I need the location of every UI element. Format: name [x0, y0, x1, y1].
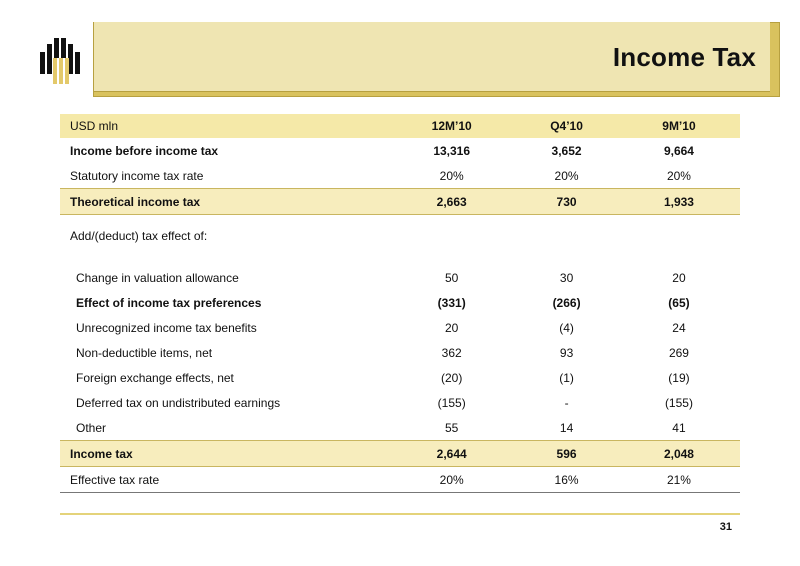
- cell-value: 2,644: [388, 441, 515, 467]
- cell-value: 20%: [388, 467, 515, 493]
- logo-box: [28, 22, 94, 97]
- row-label: Change in valuation allowance: [76, 270, 239, 285]
- table-row: [60, 340, 740, 365]
- cell-value: 269: [668, 345, 689, 360]
- cell-value: 1,933: [618, 189, 740, 215]
- cell-value: (20): [441, 370, 463, 385]
- title-panel: [94, 22, 770, 92]
- cell-value: 24: [672, 320, 686, 335]
- cell-value: 2,663: [388, 189, 515, 215]
- row-label: Deferred tax on undistributed earnings: [76, 395, 281, 410]
- page-title: Income Tax: [612, 42, 756, 72]
- cell-value: (4): [559, 320, 574, 335]
- cell-value: 55: [445, 420, 459, 435]
- cell-value: 16%: [515, 467, 618, 493]
- cell-value: 9,664: [663, 143, 694, 158]
- row-label: Income before income tax: [70, 143, 219, 158]
- cell-value: (155): [437, 395, 466, 410]
- table-header-row: [60, 114, 740, 138]
- cell-value: 20: [445, 320, 459, 335]
- table-row: [60, 290, 740, 315]
- table-row: [60, 163, 740, 189]
- section-label: Add/(deduct) tax effect of:: [70, 229, 208, 243]
- cell-value: 41: [672, 420, 686, 435]
- cell-value: 93: [559, 345, 574, 360]
- cell-value: (155): [664, 395, 693, 410]
- table-row: [60, 415, 740, 441]
- cell-value: 3,652: [551, 143, 582, 158]
- row-label: Unrecognized income tax benefits: [76, 320, 257, 335]
- table-row: [60, 441, 740, 467]
- cell-value: 20: [672, 270, 686, 285]
- cell-value: 730: [515, 189, 618, 215]
- table-row: [60, 189, 740, 215]
- footer-divider: [60, 513, 740, 515]
- column-header: 9M’10: [618, 114, 740, 138]
- row-label: Non-deductible items, net: [76, 345, 213, 360]
- table-row: [60, 315, 740, 340]
- row-label: Theoretical income tax: [60, 189, 388, 215]
- cell-value: 362: [441, 345, 462, 360]
- table-row: [60, 365, 740, 390]
- cell-value: 21%: [618, 467, 740, 493]
- cell-value: 20%: [439, 168, 464, 183]
- row-label: Statutory income tax rate: [70, 168, 204, 183]
- column-header: USD mln: [60, 114, 388, 138]
- rosneft-logo-icon: [38, 36, 84, 84]
- cell-value: 20%: [554, 168, 579, 183]
- table-row: [60, 265, 740, 290]
- column-header: 12M’10: [388, 114, 515, 138]
- cell-value: (266): [552, 295, 581, 310]
- cell-value: 14: [559, 420, 574, 435]
- column-header: Q4’10: [515, 114, 618, 138]
- table-row: [60, 467, 740, 493]
- row-label: Other: [76, 420, 107, 435]
- row-label: Income tax: [60, 441, 388, 467]
- table-row: [60, 138, 740, 163]
- cell-value: 13,316: [433, 143, 471, 158]
- cell-value: 2,048: [618, 441, 740, 467]
- row-label: Foreign exchange effects, net: [76, 370, 234, 385]
- cell-value: 50: [445, 270, 459, 285]
- cell-value: 20%: [666, 168, 691, 183]
- table-row: [60, 390, 740, 415]
- cell-value: (19): [668, 370, 690, 385]
- section-header-row: [60, 215, 740, 254]
- cell-value: -: [564, 395, 569, 410]
- cell-value: (1): [559, 370, 574, 385]
- income-tax-table: [60, 114, 740, 493]
- row-label: Effect of income tax preferences: [76, 295, 262, 310]
- cell-value: 30: [559, 270, 574, 285]
- cell-value: (65): [668, 295, 690, 310]
- cell-value: 596: [515, 441, 618, 467]
- page-number: 31: [719, 521, 732, 533]
- cell-value: (331): [437, 295, 466, 310]
- spacer-row: [60, 253, 740, 265]
- row-label: Effective tax rate: [60, 467, 388, 493]
